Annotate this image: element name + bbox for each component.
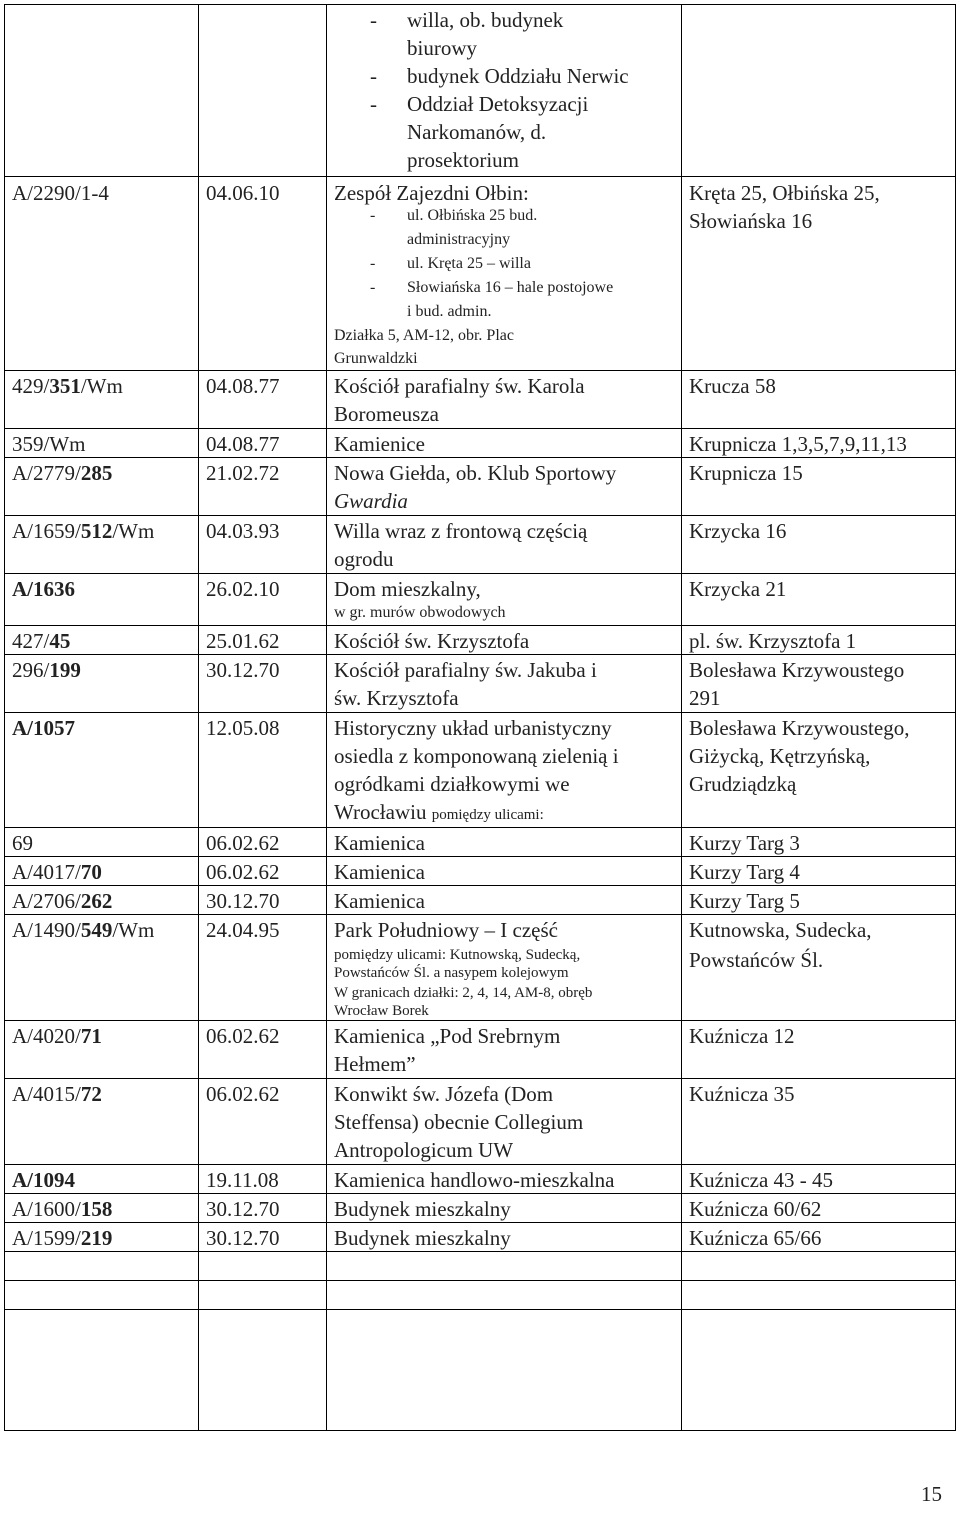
object-name: Konwikt św. Józefa (Dom bbox=[334, 1082, 554, 1106]
registry-number: A/1094 bbox=[12, 1168, 75, 1192]
registry-number: A/1599/219 bbox=[12, 1226, 113, 1250]
object-name: Budynek mieszkalny bbox=[334, 1226, 511, 1250]
registry-number: A/1636 bbox=[12, 577, 75, 601]
entry-date: 12.05.08 bbox=[206, 716, 280, 740]
object-name: Steffensa) obecnie Collegium bbox=[334, 1110, 584, 1134]
object-name: św. Krzysztofa bbox=[334, 686, 459, 710]
object-note: W granicach działki: 2, 4, 14, AM-8, obręb bbox=[334, 985, 593, 1001]
list-item-continuation: biurowy bbox=[407, 36, 477, 60]
object-name: Nowa Giełda, ob. Klub Sportowy bbox=[334, 461, 617, 485]
table-border-left bbox=[4, 4, 5, 1431]
sub-item: administracyjny bbox=[407, 231, 511, 248]
address: Kuźnicza 60/62 bbox=[689, 1197, 822, 1221]
object-note: w gr. murów obwodowych bbox=[334, 604, 506, 621]
entry-date: 04.08.77 bbox=[206, 432, 280, 456]
object-note: Powstańców Śl. a nasypem kolejowym bbox=[334, 965, 569, 981]
object-name: Willa wraz z frontową częścią bbox=[334, 519, 588, 543]
registry-number: A/2706/262 bbox=[12, 889, 113, 913]
entry-date: 24.04.95 bbox=[206, 918, 280, 942]
table-border-right bbox=[955, 4, 956, 1431]
registry-number: 359/Wm bbox=[12, 432, 86, 456]
entry-date: 30.12.70 bbox=[206, 889, 280, 913]
object-name: Budynek mieszkalny bbox=[334, 1197, 511, 1221]
registry-number: A/2290/1-4 bbox=[12, 181, 109, 205]
row-divider bbox=[4, 573, 955, 574]
row-divider bbox=[4, 1020, 955, 1021]
address: Kuźnicza 65/66 bbox=[689, 1226, 822, 1250]
registry-number: A/1490/549/Wm bbox=[12, 918, 155, 942]
entry-date: 06.02.62 bbox=[206, 831, 280, 855]
entry-date: 30.12.70 bbox=[206, 658, 280, 682]
address: Słowiańska 16 bbox=[689, 209, 813, 233]
row-divider bbox=[4, 914, 955, 915]
object-name: Kamienice bbox=[334, 432, 425, 456]
registry-number: 296/199 bbox=[12, 658, 81, 682]
address: Grudziądzką bbox=[689, 772, 797, 796]
address: pl. św. Krzysztofa 1 bbox=[689, 629, 857, 653]
address: Krupnicza 15 bbox=[689, 461, 803, 485]
object-name: Historyczny układ urbanistyczny bbox=[334, 716, 612, 740]
object-name: ogródkami działkowymi we bbox=[334, 772, 570, 796]
object-name: Kamienica „Pod Srebrnym bbox=[334, 1024, 561, 1048]
registry-number: A/2779/285 bbox=[12, 461, 113, 485]
entry-date: 04.08.77 bbox=[206, 374, 280, 398]
row-divider bbox=[4, 625, 955, 626]
row-divider bbox=[4, 1309, 955, 1310]
table-column-divider-3 bbox=[681, 4, 682, 1431]
object-name: Hełmem” bbox=[334, 1052, 416, 1076]
object-name: Zespół Zajezdni Ołbin: bbox=[334, 181, 529, 205]
address: Krzycka 21 bbox=[689, 577, 787, 601]
registry-number: 429/351/Wm bbox=[12, 374, 123, 398]
address: Kurzy Targ 5 bbox=[689, 889, 800, 913]
object-note: Wrocław Borek bbox=[334, 1003, 429, 1019]
object-name: Kamienica bbox=[334, 860, 425, 884]
sub-item: i bud. admin. bbox=[407, 303, 492, 320]
row-divider bbox=[4, 370, 955, 371]
registry-number: A/4015/72 bbox=[12, 1082, 102, 1106]
object-name: Kościół parafialny św. Karola bbox=[334, 374, 585, 398]
list-item-continuation: Narkomanów, d. bbox=[407, 120, 547, 144]
table-column-divider-2 bbox=[326, 4, 327, 1431]
entry-date: 04.03.93 bbox=[206, 519, 280, 543]
row-divider bbox=[4, 1280, 955, 1281]
entry-date: 30.12.70 bbox=[206, 1197, 280, 1221]
registry-number: A/1659/512/Wm bbox=[12, 519, 155, 543]
page-number: 15 bbox=[921, 1482, 942, 1506]
entry-date: 30.12.70 bbox=[206, 1226, 280, 1250]
row-divider bbox=[4, 885, 955, 886]
registry-number: 427/45 bbox=[12, 629, 71, 653]
address: Kurzy Targ 4 bbox=[689, 860, 800, 884]
object-name: Kościół parafialny św. Jakuba i bbox=[334, 658, 597, 682]
object-note: Grunwaldzki bbox=[334, 350, 418, 367]
registry-number: A/4020/71 bbox=[12, 1024, 102, 1048]
address: Krucza 58 bbox=[689, 374, 776, 398]
object-note: Działka 5, AM-12, obr. Plac bbox=[334, 327, 514, 344]
table-border-top bbox=[4, 4, 955, 5]
object-name: Boromeusza bbox=[334, 402, 439, 426]
registry-number: 69 bbox=[12, 831, 33, 855]
object-name: Kamienica bbox=[334, 831, 425, 855]
address: Kurzy Targ 3 bbox=[689, 831, 800, 855]
registry-number: A/1600/158 bbox=[12, 1197, 113, 1221]
object-name: ogrodu bbox=[334, 547, 394, 571]
row-divider bbox=[4, 1078, 955, 1079]
object-name: osiedla z komponowaną zielenią i bbox=[334, 744, 619, 768]
sub-item: ul. Ołbińska 25 bud. bbox=[407, 207, 538, 224]
table-border-bottom bbox=[4, 1430, 955, 1431]
address: Bolesława Krzywoustego bbox=[689, 658, 905, 682]
row-divider bbox=[4, 1164, 955, 1165]
address: Powstańców Śl. bbox=[689, 948, 824, 972]
object-name: Kościół św. Krzysztofa bbox=[334, 629, 530, 653]
row-divider bbox=[4, 856, 955, 857]
entry-date: 06.02.62 bbox=[206, 1082, 280, 1106]
table-column-divider-1 bbox=[198, 4, 199, 1431]
row-divider bbox=[4, 428, 955, 429]
entry-date: 06.02.62 bbox=[206, 860, 280, 884]
row-divider bbox=[4, 176, 955, 177]
object-name: Gwardia bbox=[334, 489, 408, 513]
address: Kutnowska, Sudecka, bbox=[689, 918, 872, 942]
address: Kuźnicza 12 bbox=[689, 1024, 795, 1048]
registry-number: A/1057 bbox=[12, 716, 75, 740]
object-name: Dom mieszkalny, bbox=[334, 577, 481, 601]
address: Krupnicza 1,3,5,7,9,11,13 bbox=[689, 432, 907, 456]
address: Kuźnicza 43 - 45 bbox=[689, 1168, 834, 1192]
object-note: pomiędzy ulicami: Kutnowską, Sudecką, bbox=[334, 947, 581, 963]
object-name: Wrocławiu pomiędzy ulicami: bbox=[334, 800, 544, 824]
entry-date: 06.02.62 bbox=[206, 1024, 280, 1048]
address: Bolesława Krzywoustego, bbox=[689, 716, 910, 740]
entry-date: 04.06.10 bbox=[206, 181, 280, 205]
entry-date: 19.11.08 bbox=[206, 1168, 279, 1192]
address: Kuźnicza 35 bbox=[689, 1082, 795, 1106]
row-divider bbox=[4, 712, 955, 713]
sub-item: ul. Kręta 25 – willa bbox=[407, 255, 531, 272]
sub-item: Słowiańska 16 – hale postojowe bbox=[407, 279, 614, 296]
object-name: Antropologicum UW bbox=[334, 1138, 514, 1162]
address: 291 bbox=[689, 686, 721, 710]
entry-date: 26.02.10 bbox=[206, 577, 280, 601]
registry-number: A/4017/70 bbox=[12, 860, 102, 884]
address: Krzycka 16 bbox=[689, 519, 787, 543]
address: Kręta 25, Ołbińska 25, bbox=[689, 181, 880, 205]
address: Giżycką, Kętrzyńską, bbox=[689, 744, 871, 768]
entry-date: 21.02.72 bbox=[206, 461, 280, 485]
entry-date: 25.01.62 bbox=[206, 629, 280, 653]
row-divider bbox=[4, 515, 955, 516]
object-name: Kamienica handlowo-mieszkalna bbox=[334, 1168, 615, 1192]
list-item-continuation: prosektorium bbox=[407, 148, 519, 172]
object-name: Park Południowy – I część bbox=[334, 918, 558, 942]
object-name: Kamienica bbox=[334, 889, 425, 913]
